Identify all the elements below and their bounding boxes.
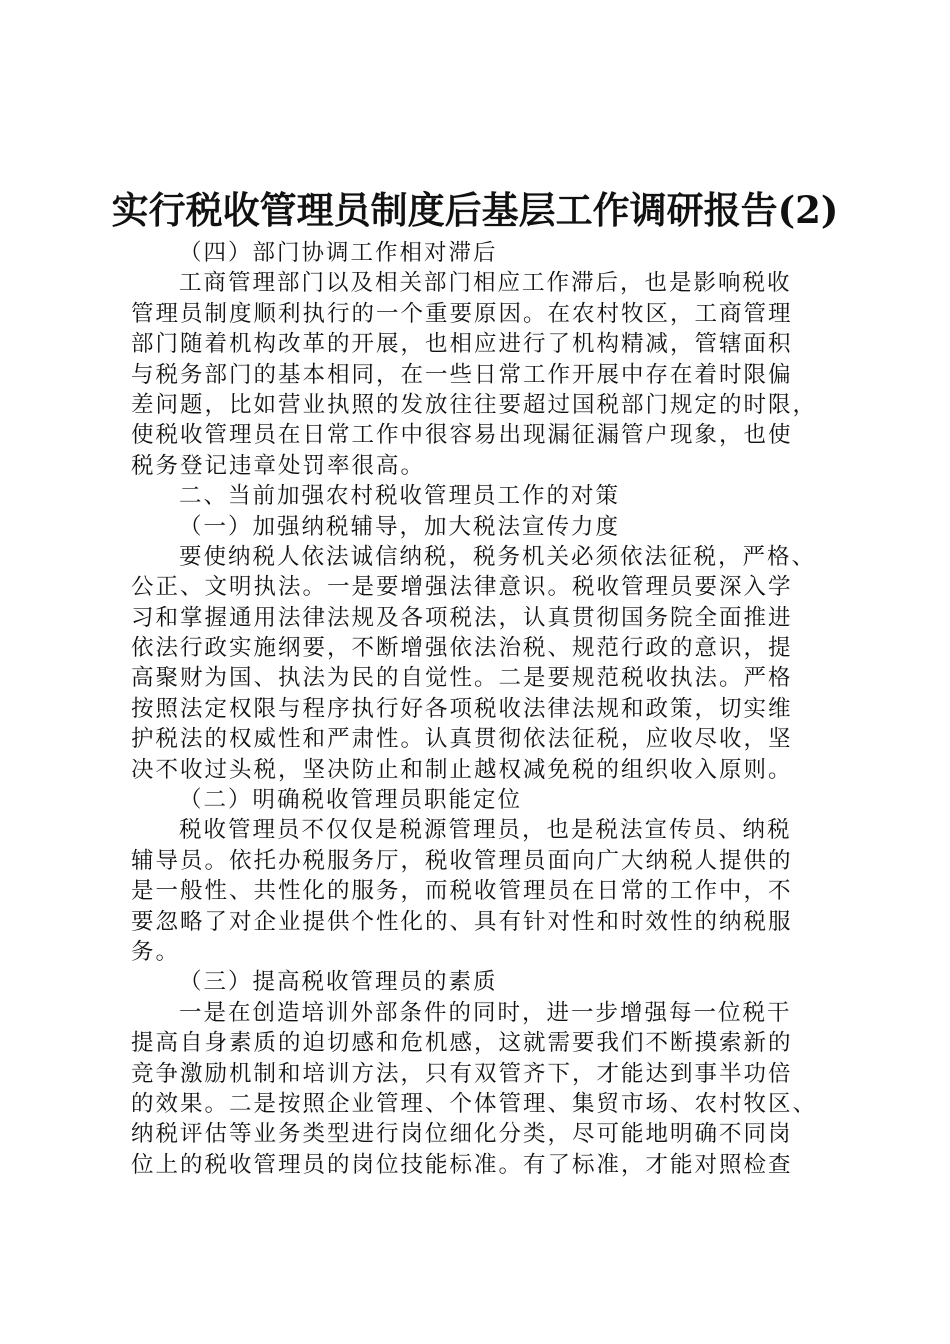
text-line: 部门随着机构改革的开展，也相应进行了机构精减，管辖面积 [131, 331, 793, 358]
text-line: 要忽略了对企业提供个性化的、具有针对性和时效性的纳税服 [131, 908, 793, 935]
text-line: 公正、文明执法。一是要增强法律意识。税收管理员要深入学 [131, 574, 793, 601]
text-line: 竞争激励机制和培训方法，只有双管齐下，才能达到事半功倍 [131, 1060, 793, 1087]
text-line: 纳税评估等业务类型进行岗位细化分类，尽可能地明确不同岗 [131, 1121, 793, 1148]
text-line: 使税收管理员在日常工作中很容易出现漏征漏管户现象，也使 [131, 422, 793, 449]
text-line: 决不收过头税，坚决防止和制止越权减免税的组织收入原则。 [131, 756, 793, 783]
text-line: 位上的税收管理员的岗位技能标准。有了标准，才能对照检查 [131, 1151, 793, 1178]
text-line: 管理员制度顺利执行的一个重要原因。在农村牧区，工商管理 [131, 300, 793, 327]
text-line: 依法行政实施纲要，不断增强依法治税、规范行政的意识，提 [131, 635, 793, 662]
text-line: 税务登记违章处罚率很高。 [131, 452, 426, 479]
text-line: 护税法的权威性和严肃性。认真贯彻依法征税，应收尽收，坚 [131, 726, 793, 753]
text-line: 辅导员。依托办税服务厅，税收管理员面向广大纳税人提供的 [131, 847, 793, 874]
text-line: 要使纳税人依法诚信纳税，税务机关必须依法征税，严格、 [179, 543, 817, 570]
text-line: 一是在创造培训外部条件的同时，进一步增强每一位税干 [179, 999, 792, 1026]
text-line: 务。 [131, 938, 181, 965]
text-line: 工商管理部门以及相关部门相应工作滞后，也是影响税收 [179, 270, 792, 297]
text-line: 税收管理员不仅仅是税源管理员，也是税法宣传员、纳税 [179, 817, 792, 844]
text-line: 提高自身素质的迫切感和危机感，这就需要我们不断摸索新的 [131, 1030, 793, 1057]
text-line: 按照法定权限与程序执行好各项税收法律法规和政策，切实维 [131, 695, 793, 722]
text-line: （四）部门协调工作相对滞后 [179, 240, 498, 266]
text-line: （二）明确税收管理员职能定位 [179, 787, 523, 814]
text-line: 的效果。二是按照企业管理、个体管理、集贸市场、农村牧区、 [131, 1090, 818, 1117]
text-line: 高聚财为国、执法为民的自觉性。二是要规范税收执法。严格 [131, 665, 793, 692]
text-line: 习和掌握通用法律法规及各项税法，认真贯彻国务院全面推进 [131, 604, 793, 631]
text-line: 差问题，比如营业执照的发放往往要超过国税部门规定的时限， [131, 391, 818, 418]
document-title: 实行税收管理员制度后基层工作调研报告(2) [111, 188, 839, 232]
text-line: 二、当前加强农村税收管理员工作的对策 [179, 483, 621, 510]
text-line: （一）加强纳税辅导，加大税法宣传力度 [179, 513, 621, 540]
text-line: 是一般性、共性化的服务，而税收管理员在日常的工作中，不 [131, 878, 793, 905]
text-line: 与税务部门的基本相同，在一些日常工作开展中存在着时限偏 [131, 361, 793, 388]
document-body [131, 238, 831, 1180]
text-line: （三）提高税收管理员的素质 [179, 969, 498, 996]
